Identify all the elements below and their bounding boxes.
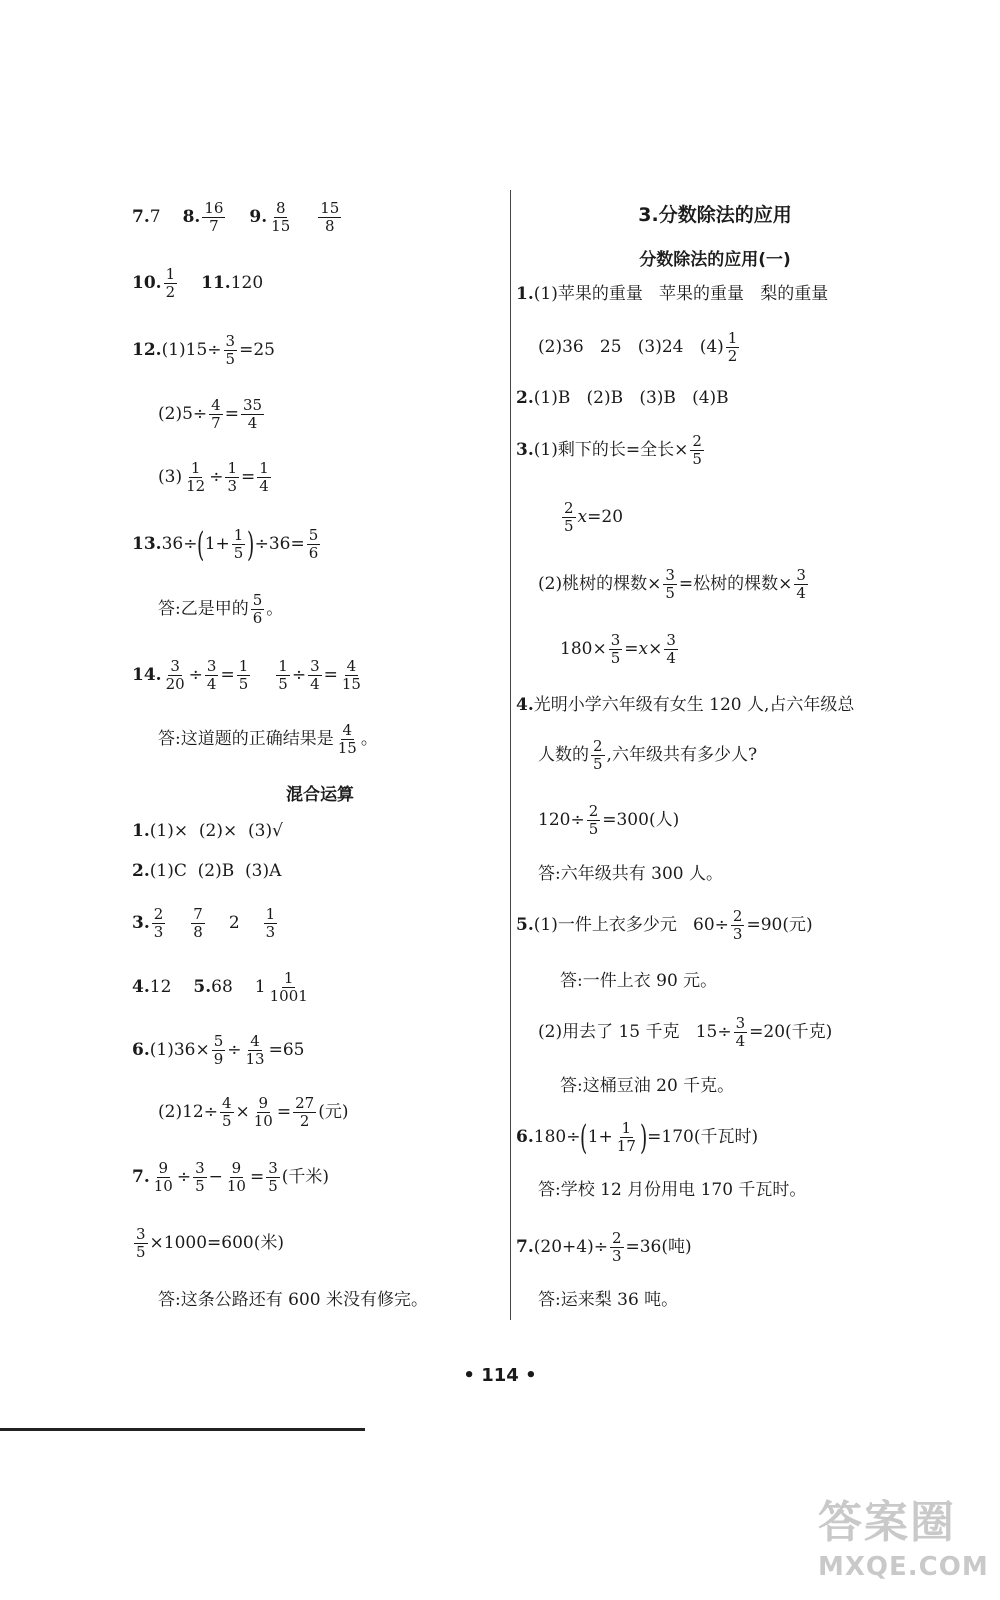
watermark-logo	[818, 1486, 989, 1586]
left-line-m1: 1. (1)× (2)× (3)√	[132, 821, 283, 841]
fraction: $\frac{9}{10}$	[226, 1159, 246, 1196]
q-num: 7.	[132, 1167, 150, 1188]
fraction: 7 8	[193, 905, 203, 942]
fraction: 1 2	[165, 265, 176, 302]
right-line-17: 答:学校 12 月份用电 170 千瓦时。	[538, 1180, 807, 1200]
left-line-2	[132, 266, 263, 302]
fraction: $\frac{4}{7}$	[211, 396, 221, 433]
q-num: 7.	[132, 207, 150, 228]
fraction: $\frac{5}{9}$	[213, 1032, 224, 1069]
fraction: $\frac{1}{17}$	[616, 1119, 636, 1156]
left-line-4: (2)5÷ $\frac{4}{7}$ = $\frac{35}{4}$	[158, 396, 263, 433]
fraction: $\frac{1}{12}$	[186, 459, 206, 496]
fraction: 16 7	[204, 199, 224, 236]
fraction: $\frac{1}{5}$	[238, 657, 249, 694]
right-line-3: 2. (1)B (2)B (3)B (4)B	[516, 388, 729, 408]
q-num: 10.	[132, 273, 162, 294]
fraction: $\frac{3}{5}$	[225, 332, 236, 369]
fraction: $\frac{35}{4}$	[242, 396, 263, 433]
q-num: 6.	[132, 1040, 150, 1061]
fraction: 2 5	[564, 499, 574, 536]
left-line-9: 答:这道题的正确结果是 4 15 。	[158, 721, 378, 758]
right-line-15: 答:这桶豆油 20 千克。	[560, 1076, 735, 1096]
right-line-1: 1. (1)苹果的重量 苹果的重量 梨的重量	[516, 284, 829, 304]
q-num: 13.	[132, 534, 162, 555]
fraction: $\frac{3}{5}$	[665, 566, 675, 603]
left-line-m8: $\frac{3}{5}$ ×1000=600(米)	[136, 1225, 285, 1262]
fraction: $\frac{2}{5}$	[692, 432, 702, 469]
fraction: 2 3	[153, 905, 164, 942]
left-line-8: 14. $\frac{3}{20}$ ÷ $\frac{3}{4}$ = $\frac{1}{5}$ $\frac{1}{5}$ ÷ $\frac{3}{4}$ = $\frac{4}{15}$	[132, 657, 361, 694]
fraction: 1 3	[265, 905, 276, 942]
left-line-m7: 7. $\frac{9}{10}$ ÷ $\frac{3}{5}$ − $\frac{9}{10}$ = $\frac{3}{5}$ (千米)	[132, 1159, 330, 1196]
fraction: $\frac{2}{3}$	[611, 1229, 622, 1266]
q-num: 2.	[132, 861, 150, 881]
q-num: 9.	[249, 207, 268, 228]
left-line-m2: 2. (1)C (2)B (3)A	[132, 861, 282, 881]
fraction: $\frac{9}{10}$	[253, 1094, 273, 1131]
fraction: $\frac{3}{20}$	[165, 657, 185, 694]
fraction: $\frac{3}{4}$	[310, 657, 320, 694]
right-line-6: (2)桃树的棵数× $\frac{3}{5}$ =松树的棵数× $\frac{3}{4}$	[538, 566, 806, 603]
q-num: 4.	[132, 977, 150, 998]
fraction: $\frac{3}{5}$	[610, 631, 621, 668]
right-line-14: (2)用去了 15 千克 15÷ $\frac{3}{4}$ =20(千克)	[538, 1014, 833, 1051]
fraction: 15 8	[320, 199, 340, 236]
fraction: $\frac{4}{5}$	[221, 1094, 232, 1131]
section-title-mixed: 混合运算	[286, 785, 354, 805]
q-num: 1.	[516, 284, 534, 304]
fraction: 2 5	[593, 737, 603, 774]
q-num: 1.	[132, 821, 150, 841]
q-num: 3.	[132, 913, 150, 934]
section-title: 分数除法的应用(一)	[639, 250, 791, 270]
right-line-10: 120÷ $\frac{2}{5}$ =300(人)	[538, 802, 680, 839]
left-line-m3: 3. 2 3 7 8 2 1 3	[132, 905, 276, 942]
watermark-top-text: 答案圈	[818, 1497, 956, 1548]
q-num: 11.	[201, 273, 231, 294]
fraction: $\frac{4}{13}$	[245, 1032, 265, 1069]
answer: 120	[230, 273, 264, 294]
fraction: 1 2	[727, 329, 738, 366]
fraction: $\frac{3}{4}$	[735, 1014, 746, 1051]
fraction: $\frac{2}{3}$	[732, 907, 743, 944]
column-divider	[510, 190, 511, 1320]
fraction: $\frac{3}{4}$	[796, 566, 806, 603]
chapter-title: 3.分数除法的应用	[638, 204, 792, 226]
right-line-19: 答:运来梨 36 吨。	[538, 1290, 679, 1310]
fraction: $\frac{3}{4}$	[206, 657, 217, 694]
fraction: $\frac{1}{5}$	[278, 657, 288, 694]
q-num: 6.	[516, 1127, 534, 1148]
left-line-m9: 答:这条公路还有 600 米没有修完。	[158, 1290, 428, 1310]
left-line-m4: 4. 12 5. 68 1 1 1001	[132, 969, 308, 1006]
fraction: 4 15	[337, 721, 357, 758]
q-num: 5.	[516, 915, 534, 936]
q-num: 14.	[132, 665, 162, 686]
fraction: $\frac{2}{5}$	[588, 802, 599, 839]
right-line-12: 5. (1)一件上衣多少元 60÷ $\frac{2}{3}$ =90(元)	[516, 907, 813, 944]
right-line-8: 4. 光明小学六年级有女生 120 人,占六年级总	[516, 695, 855, 715]
right-line-2: (2)36 25 (3)24 (4) 1 2	[538, 329, 738, 366]
fraction: $\frac{3}{5}$	[268, 1159, 278, 1196]
right-line-7: 180× $\frac{3}{5}$ = x × $\frac{3}{4}$	[560, 631, 676, 668]
left-line-5: (3) $\frac{1}{12}$ ÷ $\frac{1}{3}$ = $\frac{1}{4}$	[158, 459, 269, 496]
fraction: 8 15	[271, 199, 291, 236]
q-num: 2.	[516, 388, 534, 408]
q-num: 3.	[516, 440, 534, 461]
fraction: $\frac{9}{10}$	[153, 1159, 173, 1196]
left-line-7: 答:乙是甲的 5 6 。	[158, 591, 284, 628]
left-line-6: 13. 36÷ ( 1+ $\frac{1}{5}$ ) ÷36= $\frac{5}{6}$	[132, 524, 319, 565]
right-line-4: 3. (1)剩下的长=全长× $\frac{2}{5}$	[516, 432, 702, 469]
fraction: $\frac{3}{4}$	[666, 631, 676, 668]
fraction: $\frac{1}{3}$	[227, 459, 237, 496]
fraction: 5 6	[252, 591, 263, 628]
left-line-3: 12. (1)15÷ $\frac{3}{5}$ =25	[132, 332, 275, 369]
left-line-m6: (2)12÷ $\frac{4}{5}$ × $\frac{9}{10}$ = $\frac{27}{2}$ (元)	[158, 1094, 349, 1131]
q-num: 8.	[182, 207, 201, 228]
answer: 7	[149, 207, 161, 228]
right-line-18: 7. (20+4)÷ $\frac{2}{3}$ =36(吨)	[516, 1229, 692, 1266]
fraction: $\frac{1}{4}$	[259, 459, 269, 496]
q-num: 12.	[132, 340, 162, 361]
fraction: $\frac{3}{5}$	[136, 1225, 146, 1262]
right-line-16: 6. 180÷ ( 1+ $\frac{1}{17}$ ) =170(千瓦时)	[516, 1117, 759, 1158]
q-num: 7.	[516, 1237, 534, 1258]
watermark-bottom-text: MXQE.COM	[818, 1552, 989, 1582]
fraction: $\frac{27}{2}$	[295, 1094, 315, 1131]
q-num: 5.	[193, 977, 212, 998]
q-num: 4.	[516, 695, 534, 715]
fraction: $\frac{4}{15}$	[341, 657, 361, 694]
fraction: $\frac{5}{6}$	[308, 526, 319, 563]
left-line-1	[132, 200, 343, 236]
right-line-11: 答:六年级共有 300 人。	[538, 864, 723, 884]
fraction: $\frac{3}{5}$	[195, 1159, 205, 1196]
page-number: • 114 •	[463, 1365, 537, 1386]
right-line-9: 人数的 2 5 ,六年级共有多少人?	[538, 737, 758, 774]
right-line-13: 答:一件上衣 90 元。	[560, 971, 718, 991]
fraction: $\frac{1}{5}$	[233, 526, 244, 563]
fraction: 1 1001	[269, 969, 308, 1006]
left-line-m5: 6. (1)36× $\frac{5}{9}$ ÷ $\frac{4}{13}$ =65	[132, 1032, 305, 1069]
right-line-5: 2 5 x =20	[564, 499, 624, 536]
bottom-rule	[0, 1428, 365, 1431]
